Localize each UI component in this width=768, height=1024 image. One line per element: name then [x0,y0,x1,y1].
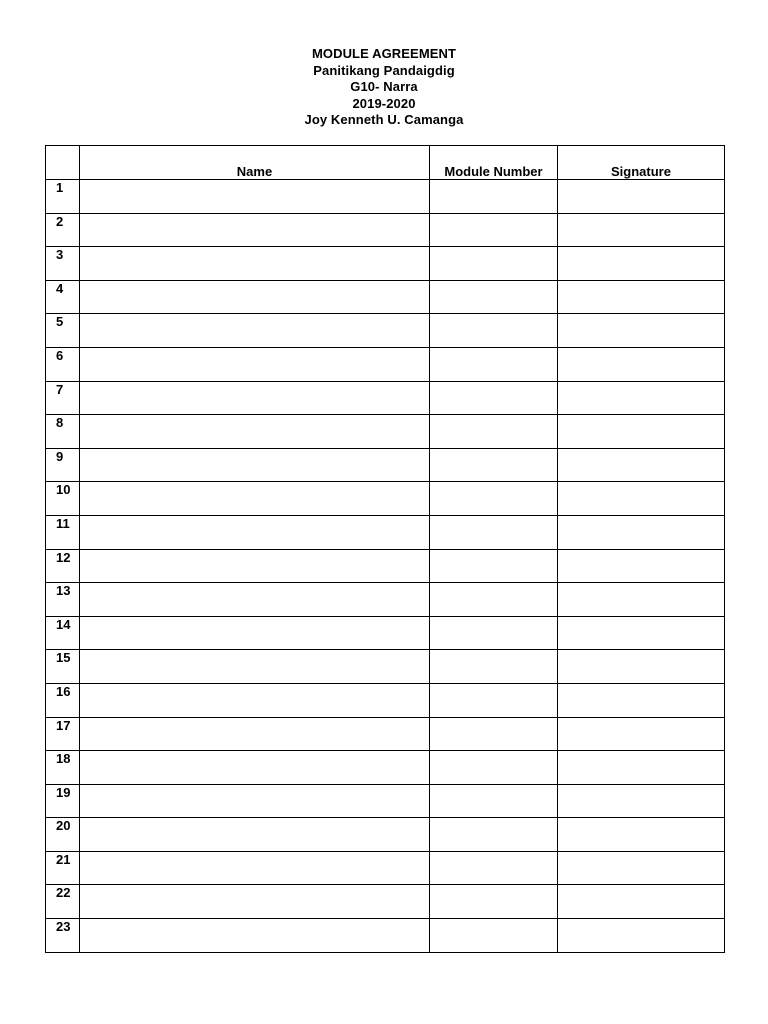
module-number-cell[interactable] [430,919,558,953]
class-section: G10- Narra [350,79,418,94]
column-header-name: Name [80,146,430,180]
module-number-cell[interactable] [430,751,558,785]
table-row [46,482,725,516]
table-row [46,583,725,617]
row-number: 9 [46,448,80,482]
table-row [46,885,725,919]
row-number: 18 [46,751,80,785]
table-row [46,784,725,818]
row-number: 7 [46,381,80,415]
table-row [46,381,725,415]
name-cell[interactable] [80,415,430,449]
row-number: 22 [46,885,80,919]
module-number-cell[interactable] [430,515,558,549]
signature-cell[interactable] [558,549,725,583]
signature-cell[interactable] [558,818,725,852]
module-number-cell[interactable] [430,784,558,818]
table-row [46,851,725,885]
row-number: 13 [46,583,80,617]
table-row [46,717,725,751]
table-row [46,683,725,717]
row-number: 19 [46,784,80,818]
row-number: 1 [46,180,80,214]
table-row [46,347,725,381]
signature-cell[interactable] [558,415,725,449]
name-cell[interactable] [80,448,430,482]
signature-cell[interactable] [558,213,725,247]
module-number-cell[interactable] [430,818,558,852]
module-number-cell[interactable] [430,717,558,751]
name-cell[interactable] [80,683,430,717]
signature-cell[interactable] [558,515,725,549]
signature-cell[interactable] [558,280,725,314]
document-title: MODULE AGREEMENT [311,46,457,61]
name-cell[interactable] [80,515,430,549]
name-cell[interactable] [80,784,430,818]
module-number-cell[interactable] [430,347,558,381]
name-cell[interactable] [80,885,430,919]
column-header-module-number: Module Number [430,146,558,180]
table-row [46,415,725,449]
table-row [46,314,725,348]
signature-cell[interactable] [558,784,725,818]
signature-cell[interactable] [558,751,725,785]
module-number-cell[interactable] [430,650,558,684]
name-cell[interactable] [80,381,430,415]
school-year: 2019-2020 [352,95,416,111]
signature-cell[interactable] [558,448,725,482]
module-number-cell[interactable] [430,247,558,281]
signature-cell[interactable] [558,180,725,214]
row-number: 4 [46,280,80,314]
signature-cell[interactable] [558,616,725,650]
row-number: 23 [46,919,80,953]
name-cell[interactable] [80,616,430,650]
module-number-cell[interactable] [430,180,558,214]
signature-cell[interactable] [558,650,725,684]
table-row [46,919,725,953]
name-cell[interactable] [80,314,430,348]
document-header [0,46,768,129]
table-row [46,549,725,583]
signature-cell[interactable] [558,314,725,348]
signature-cell[interactable] [558,247,725,281]
module-number-cell[interactable] [430,549,558,583]
module-number-cell[interactable] [430,616,558,650]
table-row [46,818,725,852]
table-row [46,247,725,281]
name-cell[interactable] [80,851,430,885]
name-cell[interactable] [80,919,430,953]
signature-cell[interactable] [558,717,725,751]
module-number-cell[interactable] [430,885,558,919]
name-cell[interactable] [80,549,430,583]
row-number: 17 [46,717,80,751]
row-number: 10 [46,482,80,516]
row-number: 2 [46,213,80,247]
module-number-cell[interactable] [430,683,558,717]
name-cell[interactable] [80,280,430,314]
signature-cell[interactable] [558,851,725,885]
module-number-cell[interactable] [430,583,558,617]
name-cell[interactable] [80,583,430,617]
table-row [46,616,725,650]
row-number: 15 [46,650,80,684]
row-number: 14 [46,616,80,650]
table-row [46,213,725,247]
module-number-cell[interactable] [430,448,558,482]
name-cell[interactable] [80,247,430,281]
row-number: 21 [46,851,80,885]
row-number: 5 [46,314,80,348]
row-number: 20 [46,818,80,852]
table-header-row [46,146,725,180]
table-row [46,448,725,482]
name-cell[interactable] [80,213,430,247]
signature-cell[interactable] [558,583,725,617]
name-cell[interactable] [80,650,430,684]
row-number: 6 [46,347,80,381]
column-header-signature: Signature [558,146,725,180]
module-number-cell[interactable] [430,280,558,314]
module-number-cell[interactable] [430,415,558,449]
row-number: 8 [46,415,80,449]
table-row [46,180,725,214]
name-cell[interactable] [80,482,430,516]
row-number: 11 [46,515,80,549]
subject-name: Panitikang Pandaigdig [313,62,455,78]
name-cell[interactable] [80,180,430,214]
table-row [46,650,725,684]
name-cell[interactable] [80,818,430,852]
row-number: 12 [46,549,80,583]
signature-cell[interactable] [558,683,725,717]
name-cell[interactable] [80,347,430,381]
module-number-cell[interactable] [430,851,558,885]
name-cell[interactable] [80,751,430,785]
module-number-cell[interactable] [430,314,558,348]
module-number-cell[interactable] [430,213,558,247]
row-number: 3 [46,247,80,281]
table-row [46,515,725,549]
name-cell[interactable] [80,717,430,751]
signature-cell[interactable] [558,347,725,381]
table-row [46,751,725,785]
table-row [46,280,725,314]
signature-cell[interactable] [558,919,725,953]
module-number-cell[interactable] [430,381,558,415]
module-number-cell[interactable] [430,482,558,516]
signature-cell[interactable] [558,482,725,516]
teacher-name: Joy Kenneth U. Camanga [304,112,464,127]
signature-cell[interactable] [558,381,725,415]
signature-cell[interactable] [558,885,725,919]
row-number: 16 [46,683,80,717]
column-header-number [46,146,80,180]
module-agreement-table [45,145,725,953]
